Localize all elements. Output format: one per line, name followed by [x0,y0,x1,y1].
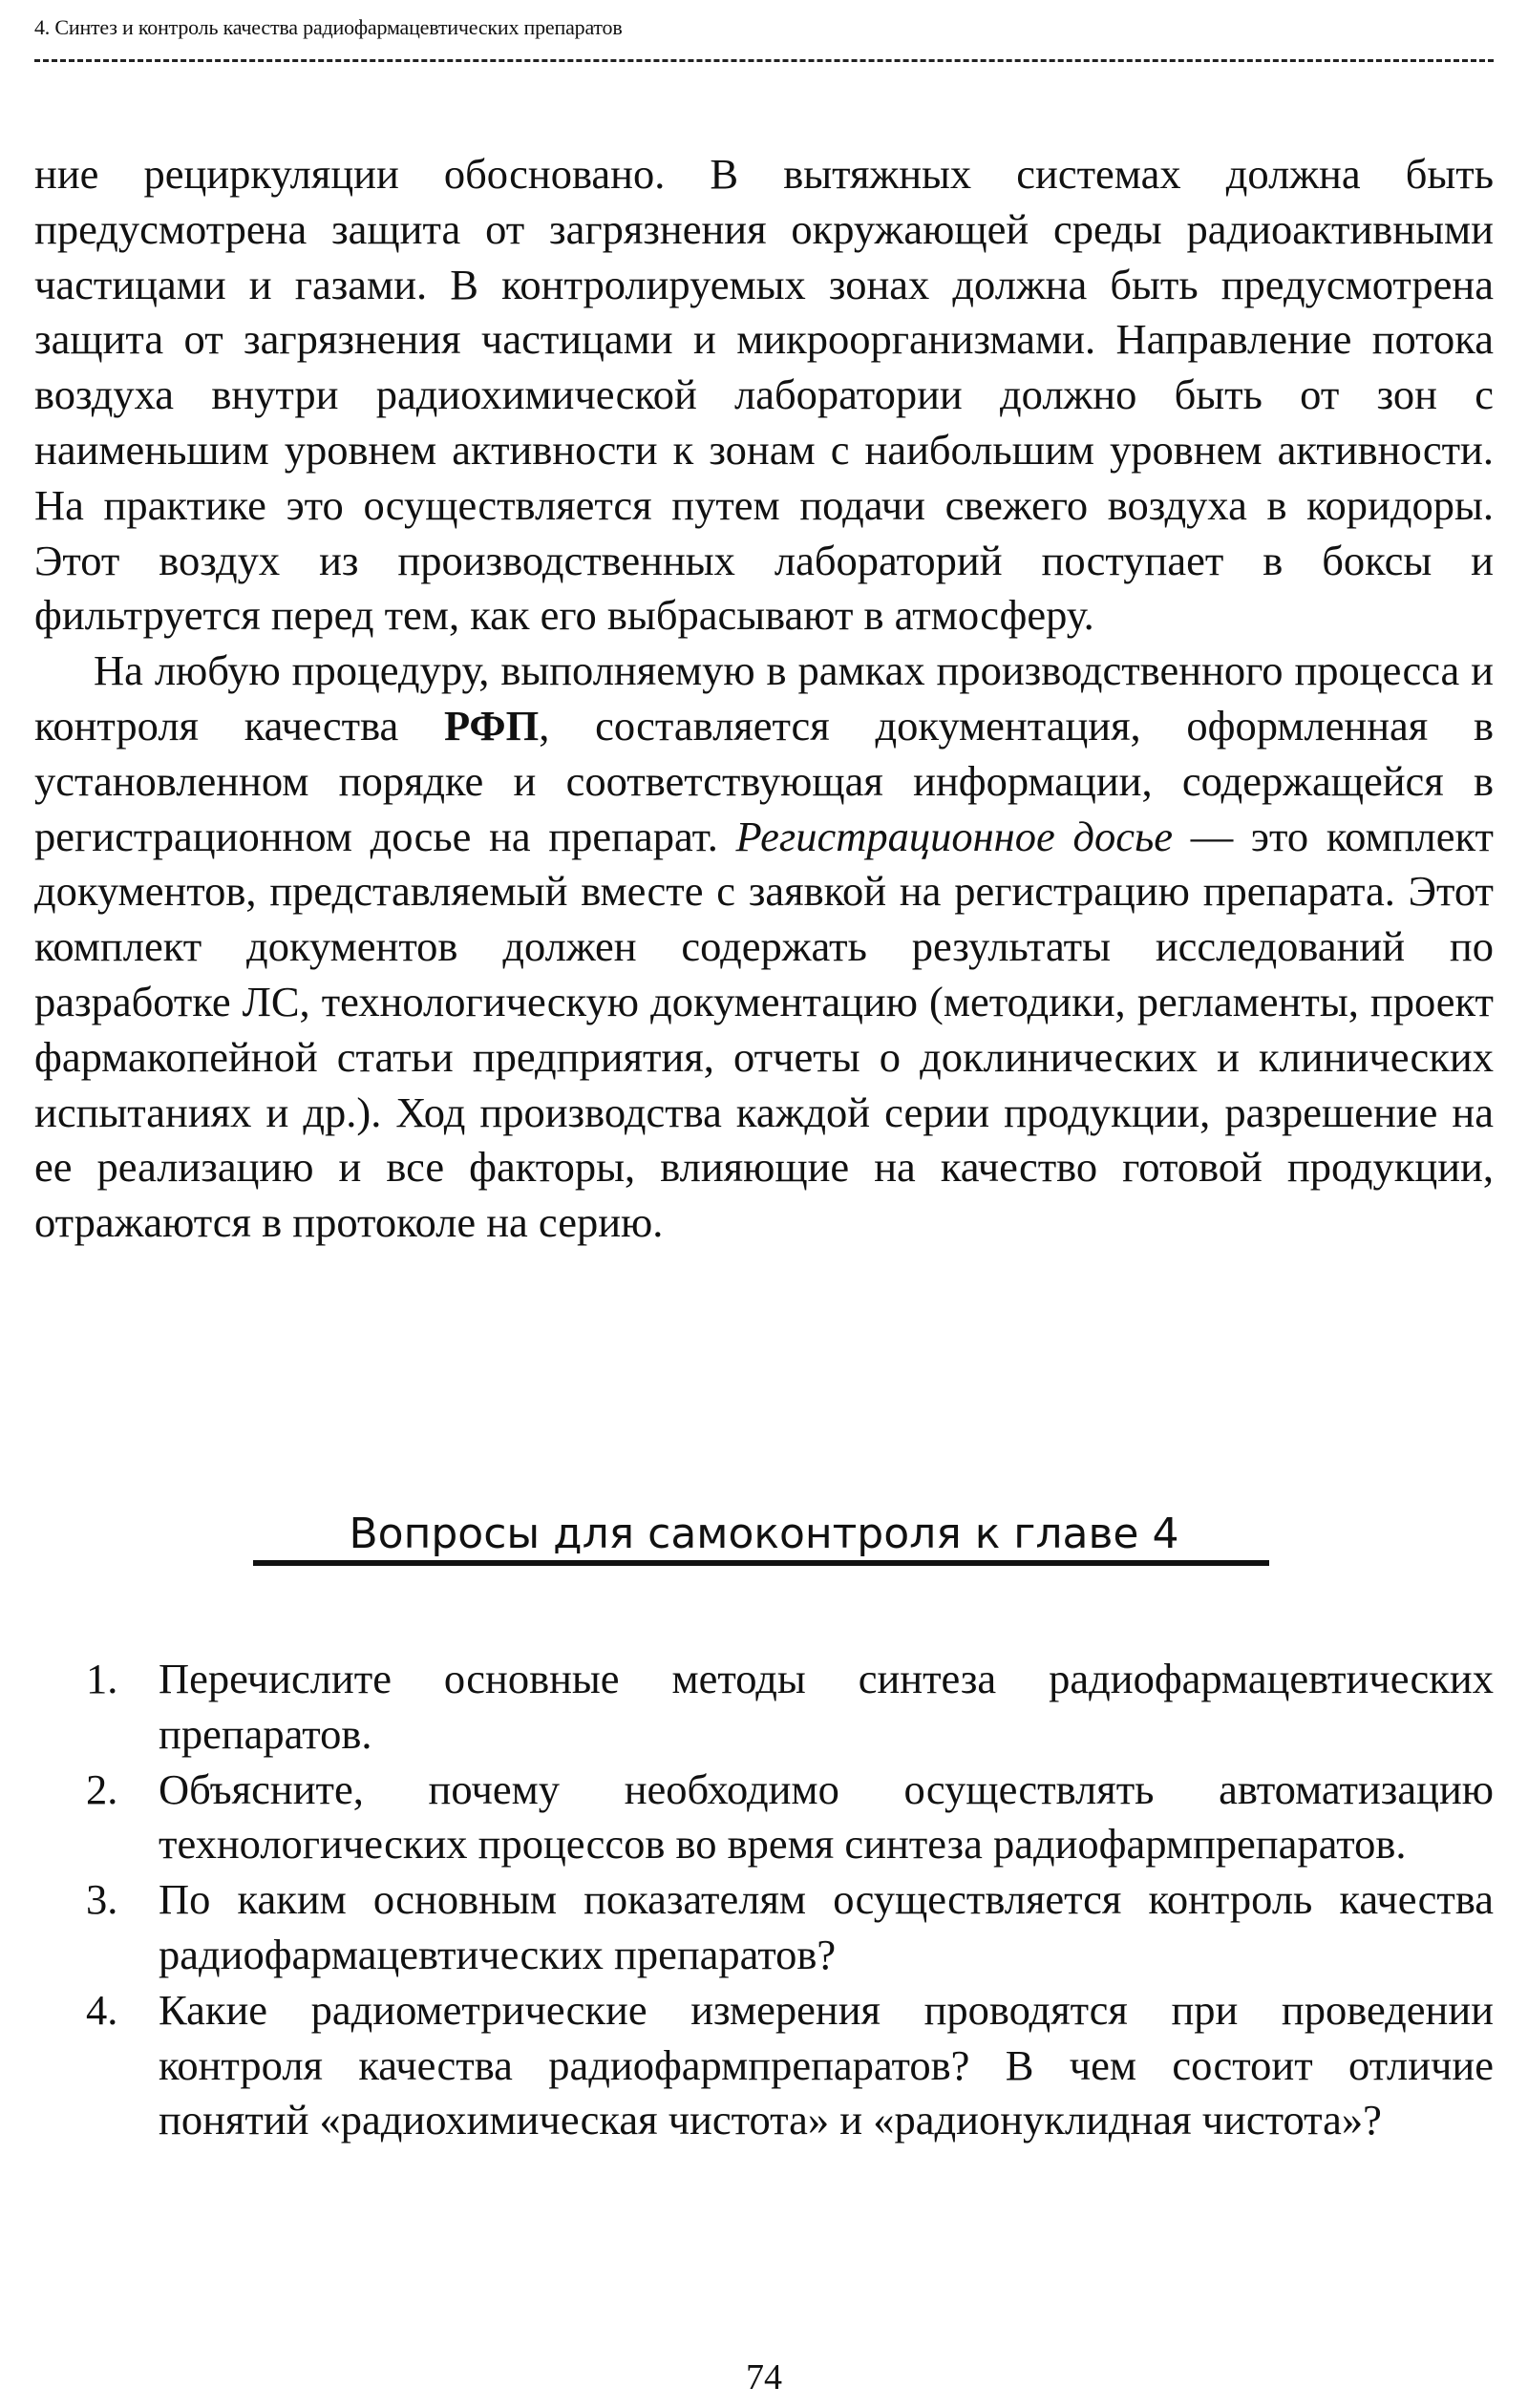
paragraph-1: ние рециркуляции обосновано. В вытяжных системах должна быть предусмотрена защита от загрязнения окружающей среды радиоактивными частицами и газами. В контролируемых зонах должна быть предусмотрена защита от загрязнения частицами и микроорганизмами. Направление потока воздуха внутри радиохимической лаборатории должно быть от зон с наименьшим уровнем активности к зонам с наибольшим уровнем активности. На практике это осуществляется путем подачи свежего воздуха в коридоры. Этот воздух из производственных лабораторий поступает в боксы и фильтруется перед тем, как его выбрасывают в атмосферу. [34,150,1494,640]
question-text: Перечислите основные методы синтеза радиофармацевтических препаратов. [159,1655,1494,1758]
rfp-abbreviation: РФП [443,701,540,750]
question-number: 2. [86,1764,118,1813]
question-text: По каким основным показателям осуществляется контроль качества радиофармацевтических препаратов? [159,1875,1494,1978]
question-item [34,1652,1494,1763]
question-text: Объясните, почему необходимо осуществлять автоматизацию технологических процессов во время синтеза радиофармпрепаратов. [159,1764,1494,1869]
term-registration-dossier: Регистрационное досье [735,812,1173,860]
body-text [34,147,1494,1251]
question-text: Какие радиометрические измерения проводятся при проведении контроля качества радиофармпрепаратов? В чем состоит отличие понятий «радиохимическая чистота» и «радионуклидная чистота»? [159,1985,1494,2144]
header-divider [34,59,1494,62]
paragraph-2-part-2: , составляется документация, оформленная в установленном порядке и соответствующая информации, содержащейся в регистрационном досье на препарат. [34,701,1494,860]
question-number: 3. [86,1875,118,1924]
paragraph-2 [34,644,1494,1251]
heading-underline [253,1560,1269,1566]
paragraph-2-part-3: — это комплект документов, представляемый вместе с заявкой на регистрацию препарата. Этот комплект документов должен содержать результаты исследований по разработке ЛС, технологическую документацию (методики, регламенты, проект фармакопейной статьи предприятия, отчеты о доклинических и клинических испытаниях и др.). Ход производства каждой серии продукции, разрешение на ее реализацию и все факторы, влияющие на качество готовой продукции, отражаются в протоколе на серию. [34,812,1494,1247]
page-number: 74 [746,2357,782,2397]
question-number: 4. [86,1985,118,2034]
question-item [34,1983,1494,2148]
question-item [34,1763,1494,1873]
paragraph-2-part-1: На любую процедуру, выполняемую в рамках производственного процесса и контроля качества [34,646,1494,750]
question-number: 1. [86,1655,118,1702]
question-item [34,1872,1494,1983]
section-heading: Вопросы для самоконтроля к главе 4 [349,1509,1179,1558]
running-header: 4. Синтез и контроль качества радиофармацевтических препаратов [34,15,623,39]
question-list [34,1652,1494,2148]
